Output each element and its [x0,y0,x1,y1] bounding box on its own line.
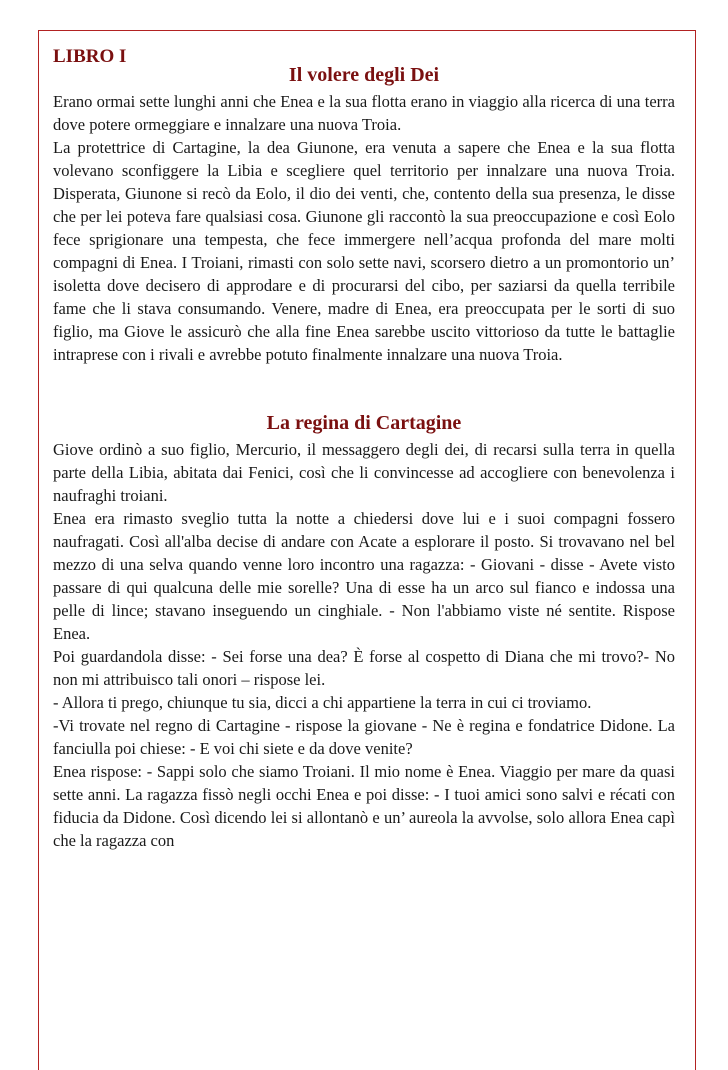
paragraph: Enea rispose: - Sappi solo che siamo Troiani. Il mio nome è Enea. Viaggio per mare da quasi sette anni. La ragazza fissò negli occhi Enea e poi disse: - I tuoi amici sono salvi e récati con fiducia da Didone. Così dicendo lei si allontanò e un’ aureola la avvolse, solo allora Enea capì che la ragazza con [53,762,675,850]
paragraph: -Vi trovate nel regno di Cartagine - rispose la giovane - Ne è regina e fondatrice Didone. La fanciulla poi chiese: - E voi chi siete e da dove venite? [53,716,675,758]
paragraph: Poi guardandola disse: - Sei forse una dea? È forse al cospetto di Diana che mi trovo?- No non mi attribuisco tali onori – rispose lei. [53,647,675,689]
paragraph: La protettrice di Cartagine, la dea Giunone, era venuta a sapere che Enea e la sua flotta volevano sconfiggere la Libia e scegliere quel territorio per innalzare una nuova Troia. Disperata, Giunone si recò da Eolo, il dio dei venti, che, contento della sua presenza, le disse che per lei poteva fare qualsiasi cosa. Giunone gli raccontò la sua preoccupazione e così Eolo fece sprigionare una tempesta, che fece immergere nell’acqua profonda del mare molti compagni di Enea. I Troiani, rimasti con solo sette navi, scorsero dietro a un promontorio un’ isoletta dove decisero di approdare e di procurarsi del cibo, per saziarsi da quella terribile fame che li stava consumando. Venere, madre di Enea, era preoccupata per le sorti di suo figlio, ma Giove le assicurò che alla fine Enea sarebbe uscito vittorioso da tutte le battaglie intraprese con i rivali e avrebbe potuto finalmente innalzare una nuova Troia. [53,138,675,364]
section-title-il-volere-degli-dei: Il volere degli Dei [288,64,440,86]
paragraph: Giove ordinò a suo figlio, Mercurio, il messaggero degli dei, di recarsi sulla terra in quella parte della Libia, abitata dai Fenici, così che li convincesse ad accogliere con benevolenza i naufraghi troiani. [53,440,675,505]
paragraph: Enea era rimasto sveglio tutta la notte a chiedersi dove lui e i suoi compagni fossero naufragati. Così all'alba decise di andare con Acate a esplorare il posto. Si trovavano nel bel mezzo di una selva quando venne loro incontro una ragazza: - Giovani - disse - Avete visto passare di qui qualcuna delle mie sorelle? Una di esse ha un arco sul fianco e indossa una pelle di lince; stavano inseguendo un cinghiale. - Non l'abbiamo viste né sentite. Rispose Enea. [53,509,675,643]
section-title-la-regina-di-cartagine: La regina di Cartagine [266,412,462,434]
paragraph: - Allora ti prego, chiunque tu sia, dicci a chi appartiene la terra in cui ci troviamo. [53,693,592,712]
book-title: LIBRO I [53,46,127,67]
document-body [53,44,675,852]
paragraph: Erano ormai sette lunghi anni che Enea e la sua flotta erano in viaggio alla ricerca di una terra dove potere ormeggiare e innalzare una nuova Troia. [53,92,675,134]
